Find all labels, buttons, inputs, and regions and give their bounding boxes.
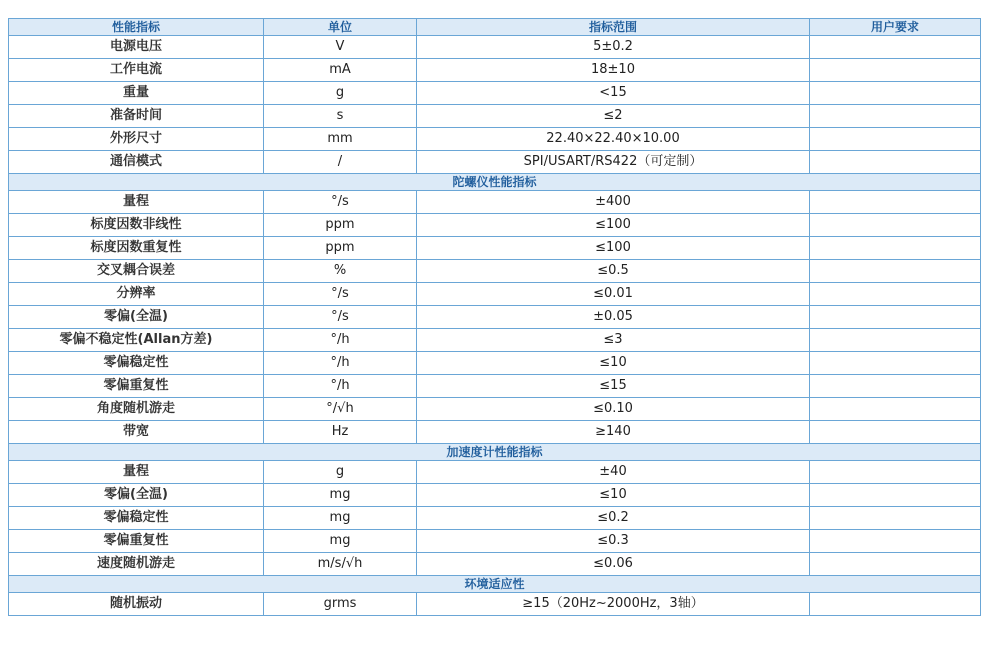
table-body bbox=[9, 36, 981, 616]
cell-range: ≤10 bbox=[417, 484, 810, 507]
cell-parameter: 随机振动 bbox=[9, 593, 264, 616]
cell-user-requirement bbox=[810, 59, 981, 82]
cell-parameter: 零偏不稳定性(Allan方差) bbox=[9, 329, 264, 352]
cell-parameter: 工作电流 bbox=[9, 59, 264, 82]
cell-range: 5±0.2 bbox=[417, 36, 810, 59]
cell-range: ≤100 bbox=[417, 237, 810, 260]
cell-unit: mg bbox=[264, 484, 417, 507]
cell-unit: / bbox=[264, 151, 417, 174]
cell-unit: Hz bbox=[264, 421, 417, 444]
cell-parameter: 速度随机游走 bbox=[9, 553, 264, 576]
cell-parameter: 电源电压 bbox=[9, 36, 264, 59]
cell-user-requirement bbox=[810, 151, 981, 174]
table-row bbox=[9, 105, 981, 128]
cell-range: 22.40×22.40×10.00 bbox=[417, 128, 810, 151]
cell-user-requirement bbox=[810, 260, 981, 283]
section-title: 陀螺仪性能指标 bbox=[9, 174, 981, 191]
cell-unit: mg bbox=[264, 530, 417, 553]
cell-unit: s bbox=[264, 105, 417, 128]
table-row bbox=[9, 306, 981, 329]
cell-user-requirement bbox=[810, 36, 981, 59]
cell-unit: ppm bbox=[264, 237, 417, 260]
cell-user-requirement bbox=[810, 191, 981, 214]
cell-range: ≤100 bbox=[417, 214, 810, 237]
cell-parameter: 交叉耦合误差 bbox=[9, 260, 264, 283]
cell-range: ≥140 bbox=[417, 421, 810, 444]
cell-parameter: 零偏重复性 bbox=[9, 375, 264, 398]
cell-unit: °/h bbox=[264, 329, 417, 352]
table-row bbox=[9, 151, 981, 174]
cell-range: ≤3 bbox=[417, 329, 810, 352]
cell-parameter: 角度随机游走 bbox=[9, 398, 264, 421]
cell-range: 18±10 bbox=[417, 59, 810, 82]
cell-user-requirement bbox=[810, 375, 981, 398]
spec-table bbox=[8, 18, 981, 616]
cell-unit: grms bbox=[264, 593, 417, 616]
table-row bbox=[9, 507, 981, 530]
section-title: 环境适应性 bbox=[9, 576, 981, 593]
table-row bbox=[9, 214, 981, 237]
cell-parameter: 零偏重复性 bbox=[9, 530, 264, 553]
cell-range: ≤0.2 bbox=[417, 507, 810, 530]
cell-parameter: 通信模式 bbox=[9, 151, 264, 174]
cell-parameter: 分辨率 bbox=[9, 283, 264, 306]
cell-parameter: 零偏稳定性 bbox=[9, 352, 264, 375]
table-row bbox=[9, 421, 981, 444]
cell-parameter: 重量 bbox=[9, 82, 264, 105]
cell-parameter: 量程 bbox=[9, 461, 264, 484]
header-row bbox=[9, 19, 981, 36]
cell-unit: °/s bbox=[264, 283, 417, 306]
table-row bbox=[9, 260, 981, 283]
table-row bbox=[9, 191, 981, 214]
cell-unit: °/h bbox=[264, 375, 417, 398]
table-row bbox=[9, 484, 981, 507]
table-row bbox=[9, 237, 981, 260]
cell-parameter: 零偏(全温) bbox=[9, 484, 264, 507]
cell-user-requirement bbox=[810, 329, 981, 352]
cell-parameter: 标度因数重复性 bbox=[9, 237, 264, 260]
cell-range: ≤0.10 bbox=[417, 398, 810, 421]
table-row bbox=[9, 553, 981, 576]
table-row bbox=[9, 398, 981, 421]
table-row bbox=[9, 329, 981, 352]
cell-parameter: 零偏(全温) bbox=[9, 306, 264, 329]
cell-user-requirement bbox=[810, 507, 981, 530]
cell-unit: °/s bbox=[264, 191, 417, 214]
cell-unit: % bbox=[264, 260, 417, 283]
cell-user-requirement bbox=[810, 214, 981, 237]
cell-unit: °/s bbox=[264, 306, 417, 329]
table-row bbox=[9, 375, 981, 398]
cell-unit: mA bbox=[264, 59, 417, 82]
cell-range: ≤2 bbox=[417, 105, 810, 128]
cell-user-requirement bbox=[810, 128, 981, 151]
cell-user-requirement bbox=[810, 306, 981, 329]
cell-user-requirement bbox=[810, 82, 981, 105]
table-row bbox=[9, 593, 981, 616]
cell-user-requirement bbox=[810, 398, 981, 421]
cell-parameter: 外形尺寸 bbox=[9, 128, 264, 151]
cell-user-requirement bbox=[810, 484, 981, 507]
cell-parameter: 带宽 bbox=[9, 421, 264, 444]
cell-range: ≤0.3 bbox=[417, 530, 810, 553]
cell-unit: °/h bbox=[264, 352, 417, 375]
cell-range: ≤0.01 bbox=[417, 283, 810, 306]
cell-parameter: 标度因数非线性 bbox=[9, 214, 264, 237]
header-user-requirement: 用户要求 bbox=[810, 19, 981, 36]
table-row bbox=[9, 36, 981, 59]
table-row bbox=[9, 59, 981, 82]
header-parameter: 性能指标 bbox=[9, 19, 264, 36]
cell-unit: g bbox=[264, 82, 417, 105]
table-row bbox=[9, 461, 981, 484]
cell-user-requirement bbox=[810, 530, 981, 553]
spec-table-container bbox=[8, 18, 980, 616]
table-row bbox=[9, 128, 981, 151]
table-row bbox=[9, 283, 981, 306]
cell-range: ≤0.06 bbox=[417, 553, 810, 576]
section-header-row bbox=[9, 444, 981, 461]
cell-range: ±400 bbox=[417, 191, 810, 214]
cell-user-requirement bbox=[810, 553, 981, 576]
cell-unit: °/√h bbox=[264, 398, 417, 421]
cell-user-requirement bbox=[810, 105, 981, 128]
table-header bbox=[9, 19, 981, 36]
cell-parameter: 量程 bbox=[9, 191, 264, 214]
table-row bbox=[9, 82, 981, 105]
cell-parameter: 零偏稳定性 bbox=[9, 507, 264, 530]
cell-range: ±40 bbox=[417, 461, 810, 484]
cell-unit: g bbox=[264, 461, 417, 484]
cell-range: ≤15 bbox=[417, 375, 810, 398]
cell-parameter: 准备时间 bbox=[9, 105, 264, 128]
cell-unit: ppm bbox=[264, 214, 417, 237]
section-header-row bbox=[9, 174, 981, 191]
section-title: 加速度计性能指标 bbox=[9, 444, 981, 461]
header-unit: 单位 bbox=[264, 19, 417, 36]
cell-range: ≤10 bbox=[417, 352, 810, 375]
cell-unit: V bbox=[264, 36, 417, 59]
cell-range: ≤0.5 bbox=[417, 260, 810, 283]
cell-user-requirement bbox=[810, 421, 981, 444]
cell-range: SPI/USART/RS422（可定制） bbox=[417, 151, 810, 174]
cell-range: ±0.05 bbox=[417, 306, 810, 329]
cell-unit: m/s/√h bbox=[264, 553, 417, 576]
section-header-row bbox=[9, 576, 981, 593]
cell-user-requirement bbox=[810, 593, 981, 616]
cell-unit: mg bbox=[264, 507, 417, 530]
cell-user-requirement bbox=[810, 283, 981, 306]
cell-user-requirement bbox=[810, 461, 981, 484]
header-range: 指标范围 bbox=[417, 19, 810, 36]
table-row bbox=[9, 530, 981, 553]
cell-range: <15 bbox=[417, 82, 810, 105]
table-row bbox=[9, 352, 981, 375]
cell-user-requirement bbox=[810, 237, 981, 260]
cell-unit: mm bbox=[264, 128, 417, 151]
cell-user-requirement bbox=[810, 352, 981, 375]
cell-range: ≥15（20Hz~2000Hz，3轴） bbox=[417, 593, 810, 616]
